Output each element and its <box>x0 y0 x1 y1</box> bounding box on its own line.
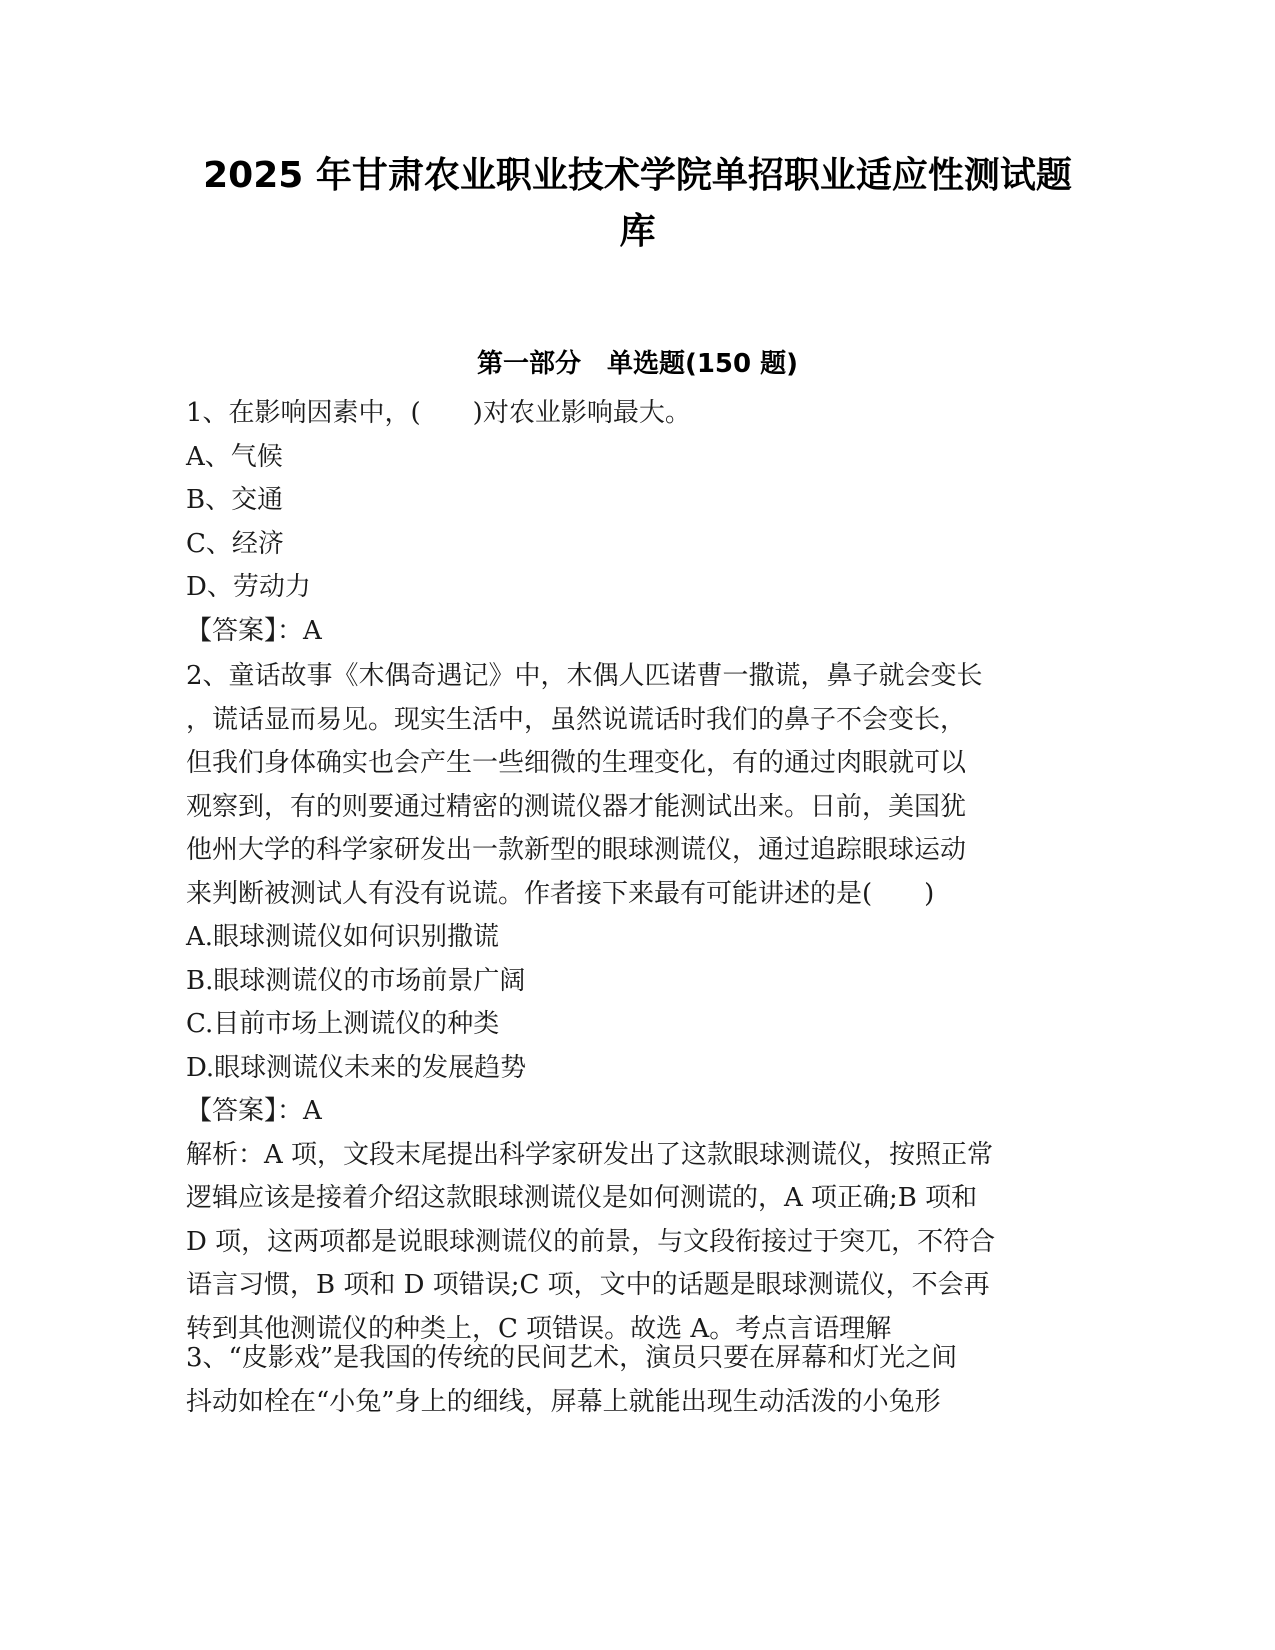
document-title-line-2: 库 <box>619 211 656 252</box>
question-2-analysis-line-1: 解析：A 项，文段末尾提出科学家研发出了这款眼球测谎仪，按照正常 <box>186 1139 994 1170</box>
document-title-line-1: 2025 年甘肃农业职业技术学院单招职业适应性测试题 <box>203 155 1072 196</box>
question-2-answer: 【答案】：A <box>186 1096 322 1126</box>
section-title: 第一部分 单选题(150 题) <box>476 349 799 379</box>
question-3 <box>186 1337 1086 1424</box>
question-2-stem-line-1: 2、童话故事《木偶奇遇记》中，木偶人匹诺曹一撒谎，鼻子就会变长 <box>186 661 983 691</box>
question-2-analysis-line-4: 语言习惯，B 项和 D 项错误;C 项，文中的话题是眼球测谎仪，不会再 <box>186 1270 990 1300</box>
question-2-option-a: A.眼球测谎仪如何识别撒谎 <box>186 922 500 952</box>
question-1-answer: 【答案】：A <box>186 615 322 646</box>
question-2-stem-line-5: 他州大学的科学家研发出一款新型的眼球测谎仪，通过追踪眼球运动 <box>186 835 967 865</box>
question-3-stem-line-2: 抖动如栓在“小兔”身上的细线，屏幕上就能出现生动活泼的小兔形 <box>186 1386 941 1417</box>
question-1-option-d: D、劳动力 <box>186 572 311 602</box>
question-2-analysis-line-3: D 项，这两项都是说眼球测谎仪的前景，与文段衔接过于突兀，不符合 <box>186 1226 996 1257</box>
question-2-stem-line-2: ，谎话显而易见。现实生活中，虽然说谎话时我们的鼻子不会变长， <box>186 704 967 735</box>
question-3-stem-line-1: 3、“皮影戏”是我国的传统的民间艺术，演员只要在屏幕和灯光之间 <box>186 1343 958 1373</box>
question-2-stem-line-4: 观察到，有的则要通过精密的测谎仪器才能测试出来。日前，美国犹 <box>186 791 967 822</box>
question-1-stem: 1、在影响因素中，( )对农业影响最大。 <box>186 398 691 428</box>
question-2-option-c: C.目前市场上测谎仪的种类 <box>186 1009 500 1039</box>
question-2-analysis-line-2: 逻辑应该是接着介绍这款眼球测谎仪是如何测谎的，A 项正确;B 项和 <box>186 1183 978 1213</box>
question-2-stem-line-3: 但我们身体确实也会产生一些细微的生理变化，有的通过肉眼就可以 <box>186 748 967 778</box>
question-2-option-b: B.眼球测谎仪的市场前景广阔 <box>186 965 526 996</box>
document-title <box>150 148 1125 260</box>
question-1-option-b: B、交通 <box>186 485 284 515</box>
question-2-option-d: D.眼球测谎仪未来的发展趋势 <box>186 1052 527 1083</box>
question-1-option-c: C、经济 <box>186 528 284 559</box>
question-1 <box>186 392 1086 653</box>
question-2-analysis-line-5: 转到其他测谎仪的种类上，C 项错误。故选 A。考点言语理解 <box>186 1313 892 1344</box>
question-2 <box>186 655 1086 1351</box>
question-2-stem-line-6: 来判断被测试人有没有说谎。作者接下来最有可能讲述的是( ) <box>186 878 935 909</box>
question-1-option-a: A、气候 <box>186 441 283 472</box>
